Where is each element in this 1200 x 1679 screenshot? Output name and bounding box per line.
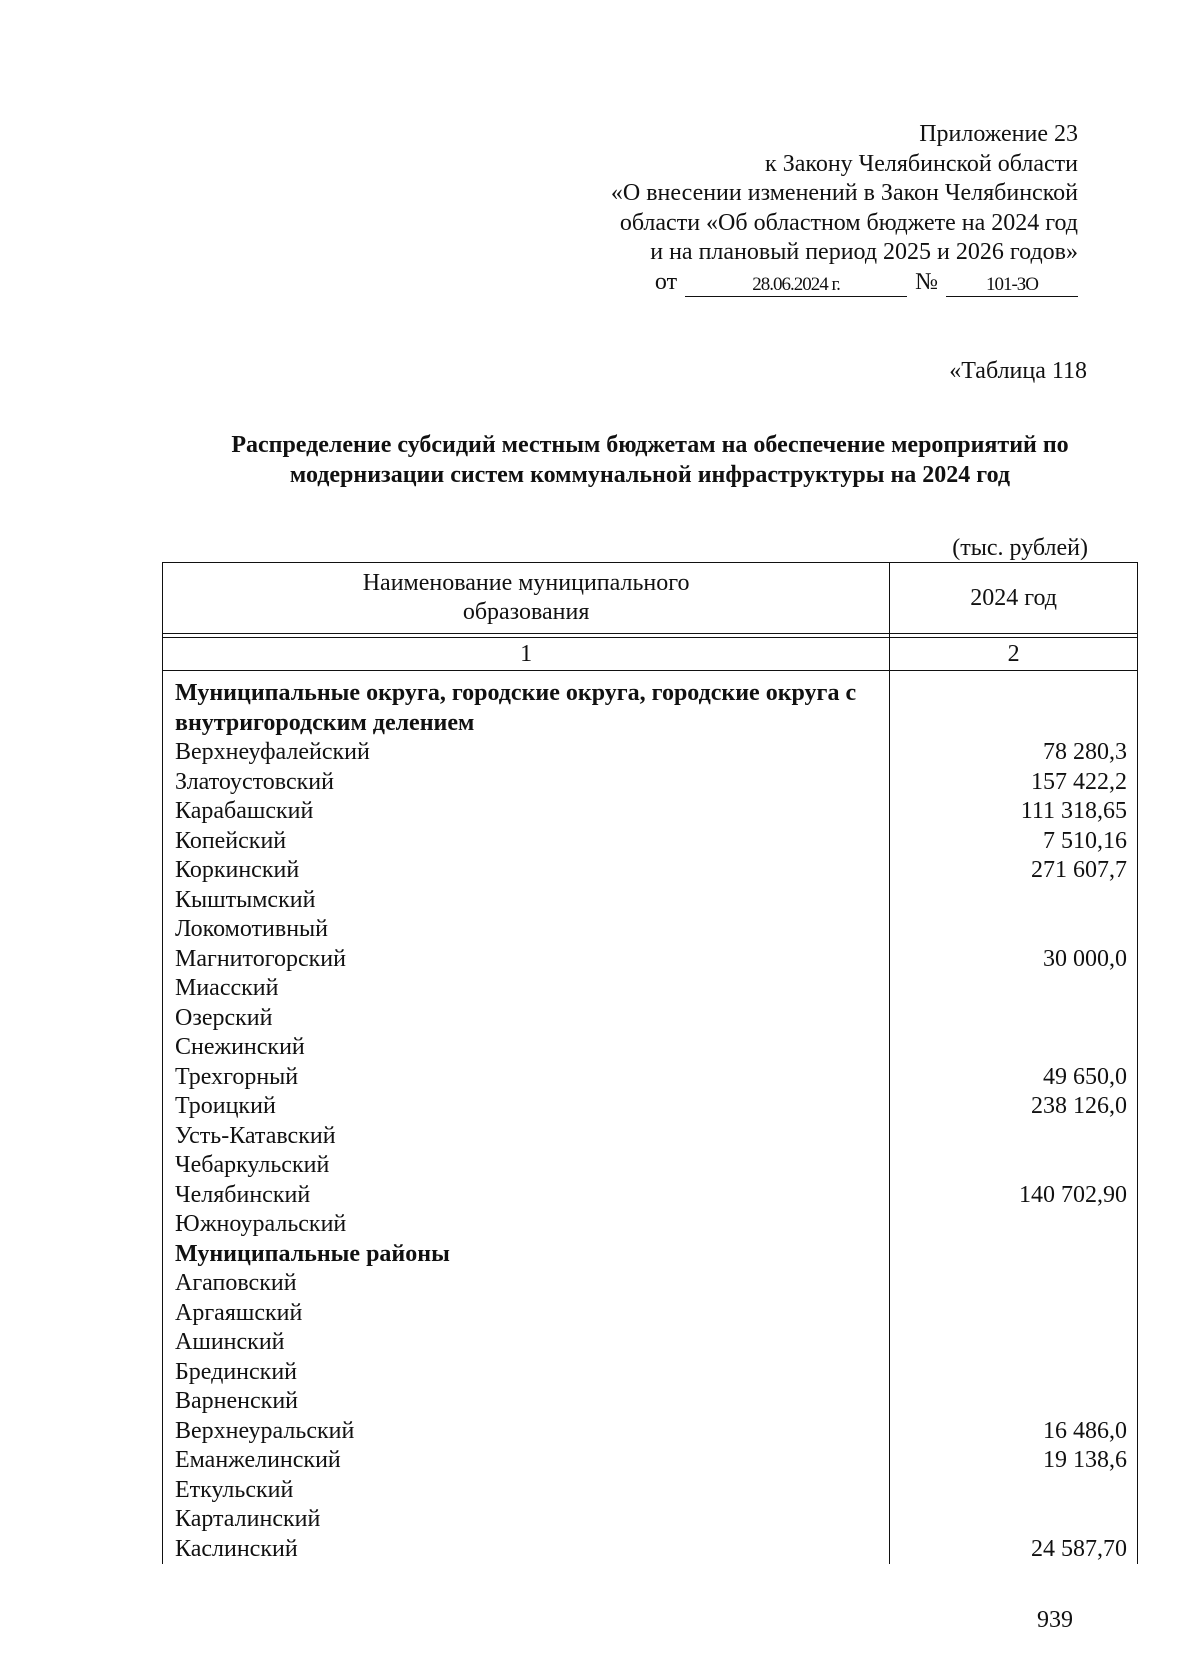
municipality-name: Муниципальные округа, городские округа, городские округа с внутригородским делением <box>163 671 890 739</box>
table-row <box>163 945 1138 975</box>
subsidy-value <box>890 1210 1138 1240</box>
title-line: модернизации систем коммунальной инфраструктуры на 2024 год <box>289 462 1011 488</box>
municipality-name: Южноуральский <box>163 1210 890 1240</box>
municipality-name: Миасский <box>163 974 890 1004</box>
municipality-name: Каслинский <box>163 1535 890 1565</box>
table-header-row <box>163 563 1138 634</box>
table-row <box>163 738 1138 768</box>
municipality-name: Брединский <box>163 1358 890 1388</box>
subsidy-value <box>890 1151 1138 1181</box>
municipality-name: Локомотивный <box>163 915 890 945</box>
table-row <box>163 1092 1138 1122</box>
subsidy-value <box>890 1122 1138 1152</box>
municipality-name: Усть-Катавский <box>163 1122 890 1152</box>
subsidy-value <box>890 1328 1138 1358</box>
municipality-name: Ашинский <box>163 1328 890 1358</box>
subsidy-value <box>890 1476 1138 1506</box>
subsidy-value: 140 702,90 <box>890 1181 1138 1211</box>
municipality-name: Аргаяшский <box>163 1299 890 1329</box>
municipality-name: Муниципальные районы <box>163 1240 890 1270</box>
number-label: № <box>915 268 938 295</box>
subsidy-value: 16 486,0 <box>890 1417 1138 1447</box>
municipality-name: Кыштымский <box>163 886 890 916</box>
subsidy-value: 7 510,16 <box>890 827 1138 857</box>
table-row <box>163 1299 1138 1329</box>
column-number-row <box>163 638 1138 671</box>
municipality-name: Верхнеуфалейский <box>163 738 890 768</box>
table-row <box>163 1063 1138 1093</box>
subsidy-value: 30 000,0 <box>890 945 1138 975</box>
municipality-name: Снежинский <box>163 1033 890 1063</box>
subsidy-value: 271 607,7 <box>890 856 1138 886</box>
header-line: и на плановый период 2025 и 2026 годов» <box>650 239 1078 265</box>
municipality-name: Озерский <box>163 1004 890 1034</box>
appendix-header <box>611 120 1078 297</box>
column-number: 2 <box>890 638 1138 671</box>
subsidy-value <box>890 1358 1138 1388</box>
table-row <box>163 1210 1138 1240</box>
table-row <box>163 1505 1138 1535</box>
municipality-name: Копейский <box>163 827 890 857</box>
table-row <box>163 1122 1138 1152</box>
table-row <box>163 768 1138 798</box>
subsidy-value <box>890 974 1138 1004</box>
subsidy-value: 238 126,0 <box>890 1092 1138 1122</box>
subsidy-table <box>162 562 1138 1564</box>
subsidy-value <box>890 886 1138 916</box>
page-number: 939 <box>1037 1607 1073 1633</box>
header-line: области «Об областном бюджете на 2024 год <box>619 209 1078 236</box>
municipality-name: Златоустовский <box>163 768 890 798</box>
table-row <box>163 974 1138 1004</box>
subsidy-value: 24 587,70 <box>890 1535 1138 1565</box>
title-line: Распределение субсидий местным бюджетам на обеспечение мероприятий по <box>231 432 1069 458</box>
subsidy-value: 78 280,3 <box>890 738 1138 768</box>
municipality-name: Магнитогорский <box>163 945 890 975</box>
municipality-name: Челябинский <box>163 1181 890 1211</box>
subsidy-value <box>890 1299 1138 1329</box>
subsidy-value <box>890 1387 1138 1417</box>
document-title <box>160 430 1140 490</box>
subsidy-value: 49 650,0 <box>890 1063 1138 1093</box>
table-row <box>163 797 1138 827</box>
municipality-name: Еткульский <box>163 1476 890 1506</box>
table-row <box>163 1328 1138 1358</box>
table-group-row <box>163 671 1138 739</box>
table-row <box>163 1033 1138 1063</box>
table-row <box>163 1535 1138 1565</box>
column-header-municipality <box>163 563 890 634</box>
subsidy-value <box>890 915 1138 945</box>
subsidy-value <box>890 1505 1138 1535</box>
law-date: 28.06.2024 г. <box>685 274 907 297</box>
table-row <box>163 1417 1138 1447</box>
municipality-name: Коркинский <box>163 856 890 886</box>
subsidy-value <box>890 1004 1138 1034</box>
table-row <box>163 886 1138 916</box>
subsidy-value <box>890 1240 1138 1270</box>
header-line: к Закону Челябинской области <box>765 150 1078 177</box>
subsidy-value: 157 422,2 <box>890 768 1138 798</box>
header-line: «О внесении изменений в Закон Челябинской <box>610 180 1078 206</box>
municipality-name: Трехгорный <box>163 1063 890 1093</box>
column-header-year: 2024 год <box>890 563 1138 634</box>
subsidy-value <box>890 1033 1138 1063</box>
subsidy-value <box>890 1269 1138 1299</box>
table-row <box>163 856 1138 886</box>
subsidy-value: 111 318,65 <box>890 797 1138 827</box>
table-row <box>163 1387 1138 1417</box>
table-row <box>163 1151 1138 1181</box>
municipality-name: Верхнеуральский <box>163 1417 890 1447</box>
municipality-name: Варненский <box>163 1387 890 1417</box>
table-row <box>163 1446 1138 1476</box>
municipality-name: Еманжелинский <box>163 1446 890 1476</box>
municipality-name: Чебаркульский <box>163 1151 890 1181</box>
municipality-name: Карталинский <box>163 1505 890 1535</box>
header-text-line: Наименование муниципального <box>362 570 690 596</box>
municipality-name: Троицкий <box>163 1092 890 1122</box>
subsidy-value: 19 138,6 <box>890 1446 1138 1476</box>
table-group-row <box>163 1240 1138 1270</box>
table-row <box>163 1181 1138 1211</box>
table-row <box>163 915 1138 945</box>
municipality-name: Агаповский <box>163 1269 890 1299</box>
from-label: от <box>654 268 678 295</box>
column-number: 1 <box>163 638 890 671</box>
header-text-line: образования <box>462 599 590 625</box>
table-number: «Таблица 118 <box>949 358 1087 384</box>
table-row <box>163 1358 1138 1388</box>
law-number: 101-ЗО <box>946 274 1078 297</box>
table-row <box>163 1269 1138 1299</box>
municipality-name: Карабашский <box>163 797 890 827</box>
units-label: (тыс. рублей) <box>952 535 1088 561</box>
subsidy-value <box>890 671 1138 739</box>
header-line: Приложение 23 <box>919 121 1078 147</box>
law-date-number-line <box>611 268 1078 298</box>
table-row <box>163 1004 1138 1034</box>
table-row <box>163 827 1138 857</box>
table-row <box>163 1476 1138 1506</box>
